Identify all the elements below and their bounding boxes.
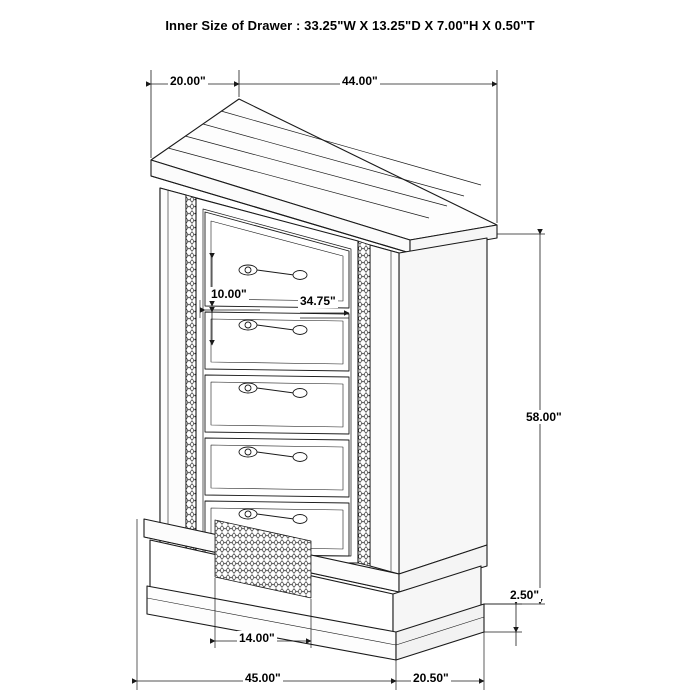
dimension-width-top: 44.00" — [342, 74, 378, 88]
dimension-drawer-width: 34.75" — [300, 294, 336, 308]
dimension-overall-height: 58.00" — [526, 410, 562, 424]
dimension-drawer-height: 10.00" — [211, 287, 247, 301]
dimension-overall-width: 45.00" — [245, 671, 281, 685]
dimension-base-inset: 14.00" — [239, 631, 275, 645]
dimension-base-height: 2.50" — [510, 588, 540, 602]
page-title: Inner Size of Drawer : 33.25"W X 13.25"D X 7.00"H X 0.50"T — [165, 18, 535, 33]
dimension-depth-top: 20.00" — [170, 74, 206, 88]
dimension-overall-depth: 20.50" — [413, 671, 449, 685]
